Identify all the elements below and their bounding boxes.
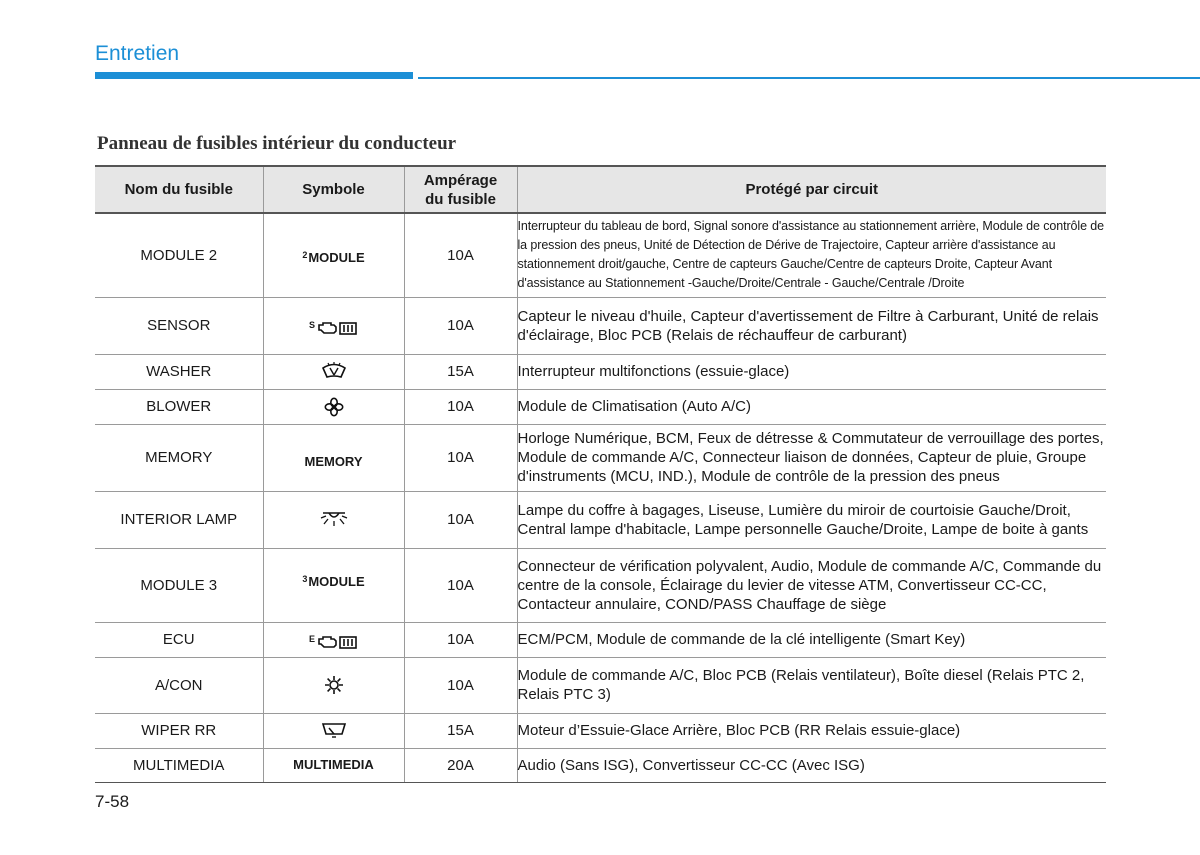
fuse-amperage: 20A	[404, 748, 517, 782]
table-row	[95, 748, 1106, 782]
fuse-symbol	[263, 213, 404, 297]
table-row	[95, 213, 1106, 297]
fuse-circuit: Capteur le niveau d'huile, Capteur d'avertissement de Filtre à Carburant, Unité de relais d'éclairage, Bloc PCB (Relais de réchauffeur de carburant)	[517, 297, 1106, 354]
fuse-circuit: Interrupteur multifonctions (essuie-glace)	[517, 354, 1106, 389]
table-row	[95, 354, 1106, 389]
symbol-text: MODULE	[308, 574, 365, 589]
fuse-symbol	[263, 548, 404, 622]
fuse-amperage: 10A	[404, 548, 517, 622]
col-header-circuit: Protégé par circuit	[517, 166, 1106, 213]
fuse-amperage: 15A	[404, 713, 517, 748]
fan-icon	[324, 397, 344, 417]
engine-icon	[316, 320, 358, 336]
fuse-name: WASHER	[95, 354, 263, 389]
fuse-symbol	[263, 657, 404, 713]
table-row	[95, 622, 1106, 657]
fuse-amperage: 10A	[404, 389, 517, 424]
fuse-amperage: 10A	[404, 622, 517, 657]
symbol-text: MODULE	[308, 250, 365, 266]
symbol-superscript: E	[308, 634, 315, 644]
rear-wiper-icon	[320, 721, 348, 739]
table-row	[95, 657, 1106, 713]
table-row	[95, 548, 1106, 622]
fuse-circuit: Horloge Numérique, BCM, Feux de détresse & Commutateur de verrouillage des portes, Module de commande A/C, Connecteur liaison de données, Capteur de pluie, Groupe d'instruments (MCU, IND.), Module de contrôle de la pression des pneus	[517, 424, 1106, 491]
fuse-name: A/CON	[95, 657, 263, 713]
fuse-circuit: Module de commande A/C, Bloc PCB (Relais ventilateur), Boîte diesel (Relais PTC 2, Relais PTC 3)	[517, 657, 1106, 713]
col-header-name: Nom du fusible	[95, 166, 263, 213]
table-row	[95, 424, 1106, 491]
fuse-symbol	[263, 297, 404, 354]
fuse-name: SENSOR	[95, 297, 263, 354]
fuse-symbol	[263, 354, 404, 389]
ac-snowflake-icon	[324, 675, 344, 695]
fuse-name: WIPER RR	[95, 713, 263, 748]
symbol-text: MULTIMEDIA	[293, 757, 374, 772]
table-header-row	[95, 166, 1106, 213]
fuse-circuit: Lampe du coffre à bagages, Liseuse, Lumière du miroir de courtoisie Gauche/Droit, Central lampe d'habitacle, Lampe personnelle Gauche/Droite, Lampe de boite à gants	[517, 491, 1106, 548]
fuse-amperage: 10A	[404, 424, 517, 491]
fuse-table	[95, 165, 1106, 783]
section-title: Entretien	[95, 42, 180, 65]
fuse-name: MODULE 3	[95, 548, 263, 622]
fuse-circuit: Interrupteur du tableau de bord, Signal sonore d'assistance au stationnement arrière, Module de contrôle de la pression des pneus, Unité de Détection de Dérive de Trajectoire, Capteur arrière d'assistance au stationnement droit/gauche, Centre de capteurs Gauche/Centre de capteurs Droite, Capteur Avant d'assistance au Stationnement -Gauche/Droite/Centrale - Gauche/Centrale /Droite	[517, 213, 1106, 297]
symbol-superscript: 3	[302, 574, 308, 584]
fuse-amperage: 10A	[404, 657, 517, 713]
fuse-circuit: Connecteur de vérification polyvalent, Audio, Module de commande A/C, Commande du centre de la console, Éclairage du levier de vitesse ATM, Convertisseur CC-CC, Contacteur annulaire, COND/PASS Chauffage de siège	[517, 548, 1106, 622]
fuse-amperage: 10A	[404, 213, 517, 297]
fuse-name: MODULE 2	[95, 213, 263, 297]
table-title: Panneau de fusibles intérieur du conducteur	[97, 133, 457, 154]
fuse-symbol	[263, 424, 404, 491]
fuse-circuit: Moteur d’Essuie-Glace Arrière, Bloc PCB (RR Relais essuie-glace)	[517, 713, 1106, 748]
header-bar-thin	[418, 77, 1200, 79]
fuse-name: BLOWER	[95, 389, 263, 424]
fuse-name: MEMORY	[95, 424, 263, 491]
fuse-symbol	[263, 748, 404, 782]
fuse-name: INTERIOR LAMP	[95, 491, 263, 548]
fuse-amperage: 15A	[404, 354, 517, 389]
table-row	[95, 713, 1106, 748]
table-row	[95, 297, 1106, 354]
col-header-amperage: Ampérage du fusible	[404, 166, 517, 213]
fuse-circuit: Module de Climatisation (Auto A/C)	[517, 389, 1106, 424]
fuse-name: ECU	[95, 622, 263, 657]
washer-icon	[320, 362, 348, 380]
fuse-symbol	[263, 491, 404, 548]
symbol-superscript: 2	[302, 250, 308, 261]
table-row	[95, 389, 1106, 424]
fuse-symbol	[263, 389, 404, 424]
fuse-circuit: ECM/PCM, Module de commande de la clé intelligente (Smart Key)	[517, 622, 1106, 657]
fuse-circuit: Audio (Sans ISG), Convertisseur CC-CC (Avec ISG)	[517, 748, 1106, 782]
fuse-amperage: 10A	[404, 491, 517, 548]
symbol-superscript: S	[308, 320, 315, 330]
interior-lamp-icon	[319, 510, 349, 528]
col-header-symbol: Symbole	[263, 166, 404, 213]
fuse-symbol	[263, 622, 404, 657]
fuse-symbol	[263, 713, 404, 748]
table-row	[95, 491, 1106, 548]
fuse-name: MULTIMEDIA	[95, 748, 263, 782]
page-number: 7-58	[95, 792, 130, 811]
fuse-amperage: 10A	[404, 297, 517, 354]
symbol-text: MEMORY	[304, 453, 363, 469]
engine-icon	[316, 634, 358, 650]
header-bar-thick	[95, 72, 413, 79]
